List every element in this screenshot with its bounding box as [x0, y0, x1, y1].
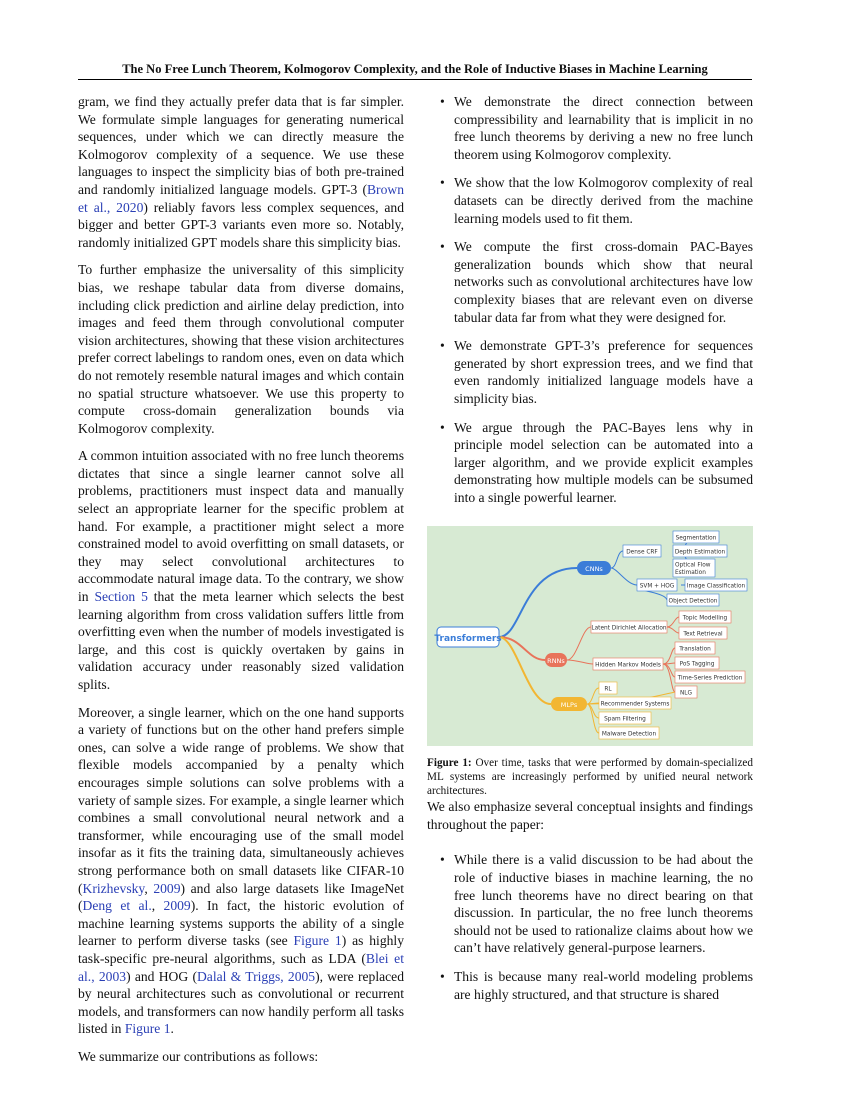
text-run: ) and HOG ( [126, 968, 197, 984]
bullet-icon: • [440, 175, 445, 191]
text-run: gram, we find they actually prefer data that is far simpler. We formulate simple languages for generating numerical sequences, under which we can directly measure the Kolmogorov complexity of a sequence. We use these languages to inspect the simplicity bias of both pre-trained and randomly initialized language models. GPT-3 ( [78, 94, 404, 197]
label-nlg: NLG [679, 690, 693, 697]
list-item-text: This is because many real-world modeling problems are highly structured, and that structure is shared [454, 969, 753, 1002]
citation-deng[interactable]: Deng et al. [82, 898, 152, 914]
label-transformers: Transformers [434, 634, 502, 645]
list-item [427, 968, 753, 1003]
label-dense-crf: Dense CRF [626, 549, 658, 556]
text-run: ). In fact, the historic evolution of machine learning systems supports the ability of a single learner to perform diverse tasks (see [78, 898, 405, 949]
figure-1-link[interactable]: Figure 1 [293, 933, 342, 949]
list-item [427, 174, 753, 227]
label-cnns: CNNs [585, 565, 603, 574]
paragraph-no-free-lunch-intuition [78, 447, 404, 693]
text-run: , [144, 880, 154, 896]
caption-text: Over time, tasks that were performed by domain-specialized ML systems are increasingly performed by unified neural network architectures. [427, 757, 753, 797]
citation-brown-2020[interactable]: Brown et al., 2020 [78, 181, 404, 215]
list-item-text: We show that the low Kolmogorov complexity of real datasets can be directly derived from the machine learning models used to fit them. [454, 175, 753, 226]
label-svm-hog: SVM + HOG [639, 583, 675, 590]
text-run: , [151, 898, 164, 914]
label-rl: RL [604, 686, 612, 693]
paragraph-single-learner [78, 704, 404, 1038]
bullet-icon: • [440, 239, 445, 255]
insights-list [427, 851, 753, 1003]
text-run: ) reliably favors less complex sequences, and bigger and better GPT-3 variants even more so. Notably, randomly initialized GPT models share this simplicity bias. [78, 199, 404, 250]
section-5-link[interactable]: Section 5 [94, 589, 148, 605]
list-item [427, 337, 753, 407]
figure-1-link[interactable]: Figure 1 [124, 1021, 171, 1037]
list-item [427, 419, 753, 507]
list-item [427, 93, 753, 163]
citation-krizhevsky-year[interactable]: 2009 [153, 880, 181, 896]
label-depth-estimation: Depth Estimation [674, 549, 726, 556]
running-header: The No Free Lunch Theorem, Kolmogorov Complexity, and the Role of Inductive Biases in Machine Learning [122, 62, 708, 76]
left-column [78, 93, 404, 1075]
citation-deng-year[interactable]: 2009 [163, 898, 191, 914]
text-run: ) as highly task-specific pre-neural algorithms, such as LDA ( [78, 933, 405, 966]
mlp-branches [587, 688, 675, 733]
label-recommender-systems: Recommender Systems [600, 701, 670, 708]
label-optical-flow-estimation: Estimation [675, 570, 706, 577]
cnn-leaves [623, 531, 747, 606]
paragraph-insights-intro: We also emphasize several conceptual insights and findings throughout the paper: [427, 799, 753, 832]
label-lda: Latent Dirichlet Allocation [591, 625, 667, 632]
paragraph-tabular-data: To further emphasize the universality of this simplicity bias, we reshape tabular data from diverse domains, including click prediction and airline delay prediction, into images and feed them through convolutional computer vision architectures, showing that these vision architectures prefer correct labelings to random ones, even on data which do not remotely resemble natural images and which contain no spatial structure whatsoever. We use this property to compute cross-domain generalization bounds via Kolmogorov complexity. [78, 262, 404, 436]
list-item-text: We argue through the PAC-Bayes lens why in principle model selection can be automated into a larger algorithm, and we provide explicit examples demonstrating how multiple models can be subsumed into a single powerful learner. [454, 419, 753, 505]
list-item-text: While there is a valid discussion to be had about the role of inductive biases in machine learning, the no free lunch theorems have no direct bearing on that discussion. In particular, the no free lunch theorems should not be used to rationalize claims about how we can’t have relatively general-purpose learners. [454, 852, 753, 956]
label-pos-tagging: PoS Tagging [679, 661, 715, 668]
bullet-icon: • [440, 338, 445, 354]
text-run: that the meta learner which selects the best learning algorithm from cross validation suffers little from overfitting even when the number of models investigated is large, and this cost is quickly overtaken by gains in validation accuracy under reasonably sized validation splits. [78, 589, 404, 692]
list-item [427, 851, 753, 957]
label-object-detection: Object Detection [668, 598, 718, 605]
text-run: ), were replaced by neural architectures such as convolutional or recurrent models, and transformers can now handily perform all tasks listed in [78, 968, 404, 1037]
connector-mlps [499, 637, 551, 704]
bullet-icon: • [440, 969, 445, 984]
paragraph-simplicity-languages [78, 93, 404, 251]
label-topic-modelling: Topic Modelling [682, 615, 728, 622]
bullet-icon: • [440, 94, 445, 109]
citation-blei-2003[interactable]: Blei et al., 2003 [78, 950, 404, 984]
architecture-mindmap [427, 526, 753, 746]
figure-1-diagram [427, 526, 753, 746]
label-spam-filtering: Spam Filtering [604, 716, 646, 723]
paragraph-contributions-intro: We summarize our contributions as follows: [78, 1048, 319, 1064]
mlp-leaves [599, 682, 671, 739]
label-translation: Translation [679, 646, 711, 653]
text-run: . [170, 1021, 174, 1037]
bullet-icon: • [440, 852, 445, 868]
list-item [427, 238, 753, 326]
label-text-retrieval: Text Retrieval [683, 631, 723, 638]
label-time-series-prediction: Time-Series Prediction [677, 675, 743, 682]
label-malware-detection: Malware Detection [601, 731, 657, 738]
text-run: ) and also large datasets like ImageNet ( [78, 880, 404, 914]
citation-dalal-triggs-2005[interactable]: Dalal & Triggs, 2005 [196, 968, 316, 984]
figure-1-caption [427, 757, 753, 798]
text-run: A common intuition associated with no free lunch theorems dictates that since a single learner cannot solve all problems, practitioners must inspect data and manually select an appropriate learner for the specific problem at hand. For example, a practitioner might select a more constrained model to avoid overfitting on small datasets, or they may select convolutional architectures to accommodate natural image data. To the contrary, we show in [78, 448, 404, 605]
right-column [427, 93, 753, 1014]
list-item-text: We compute the first cross-domain PAC-Bayes generalization bounds which show that neural networks such as convolutional architectures have low complexity biases that are relevant even on diverse tabular data far from what they were designed for. [454, 239, 753, 325]
contributions-list [427, 93, 753, 506]
label-optical-flow: Optical Flow [675, 562, 711, 569]
connector-cnns [499, 568, 577, 637]
list-item-text: We demonstrate the direct connection between compressibility and learnability that is implicit in no free lunch theorems by deriving a new no free lunch theorem using Kolmogorov complexity. [454, 94, 753, 162]
label-segmentation: Segmentation [675, 535, 717, 542]
label-mlps: MLPs [560, 701, 578, 710]
bullet-icon: • [440, 419, 445, 435]
citation-krizhevsky[interactable]: Krizhevsky [82, 880, 145, 896]
text-run: Moreover, a single learner, which on the one hand supports a variety of functions but on the other hand prefers simple ones, can solve a wide range of problems. We show that flexible models accompanied by a penalty which encourages simple solutions can solve problems with a variety of sample sizes. For example, a single learner which combines a small convolutional neural network and a transformer, while encouraging use of the small model insofar as it fits the training data, simultaneously achieves strong performance both on small datasets like CIFAR-10 ( [78, 704, 404, 896]
header-rule [78, 79, 752, 80]
label-image-classification: Image Classification [686, 583, 746, 590]
caption-label: Figure 1: [427, 757, 472, 770]
list-item-text: We demonstrate GPT-3’s preference for sequences generated by short expression trees, and we find that even randomly initialized language models have a simplicity bias. [454, 338, 753, 406]
label-hmm: Hidden Markov Models [595, 662, 661, 669]
label-rnns: RNNs [547, 657, 565, 666]
